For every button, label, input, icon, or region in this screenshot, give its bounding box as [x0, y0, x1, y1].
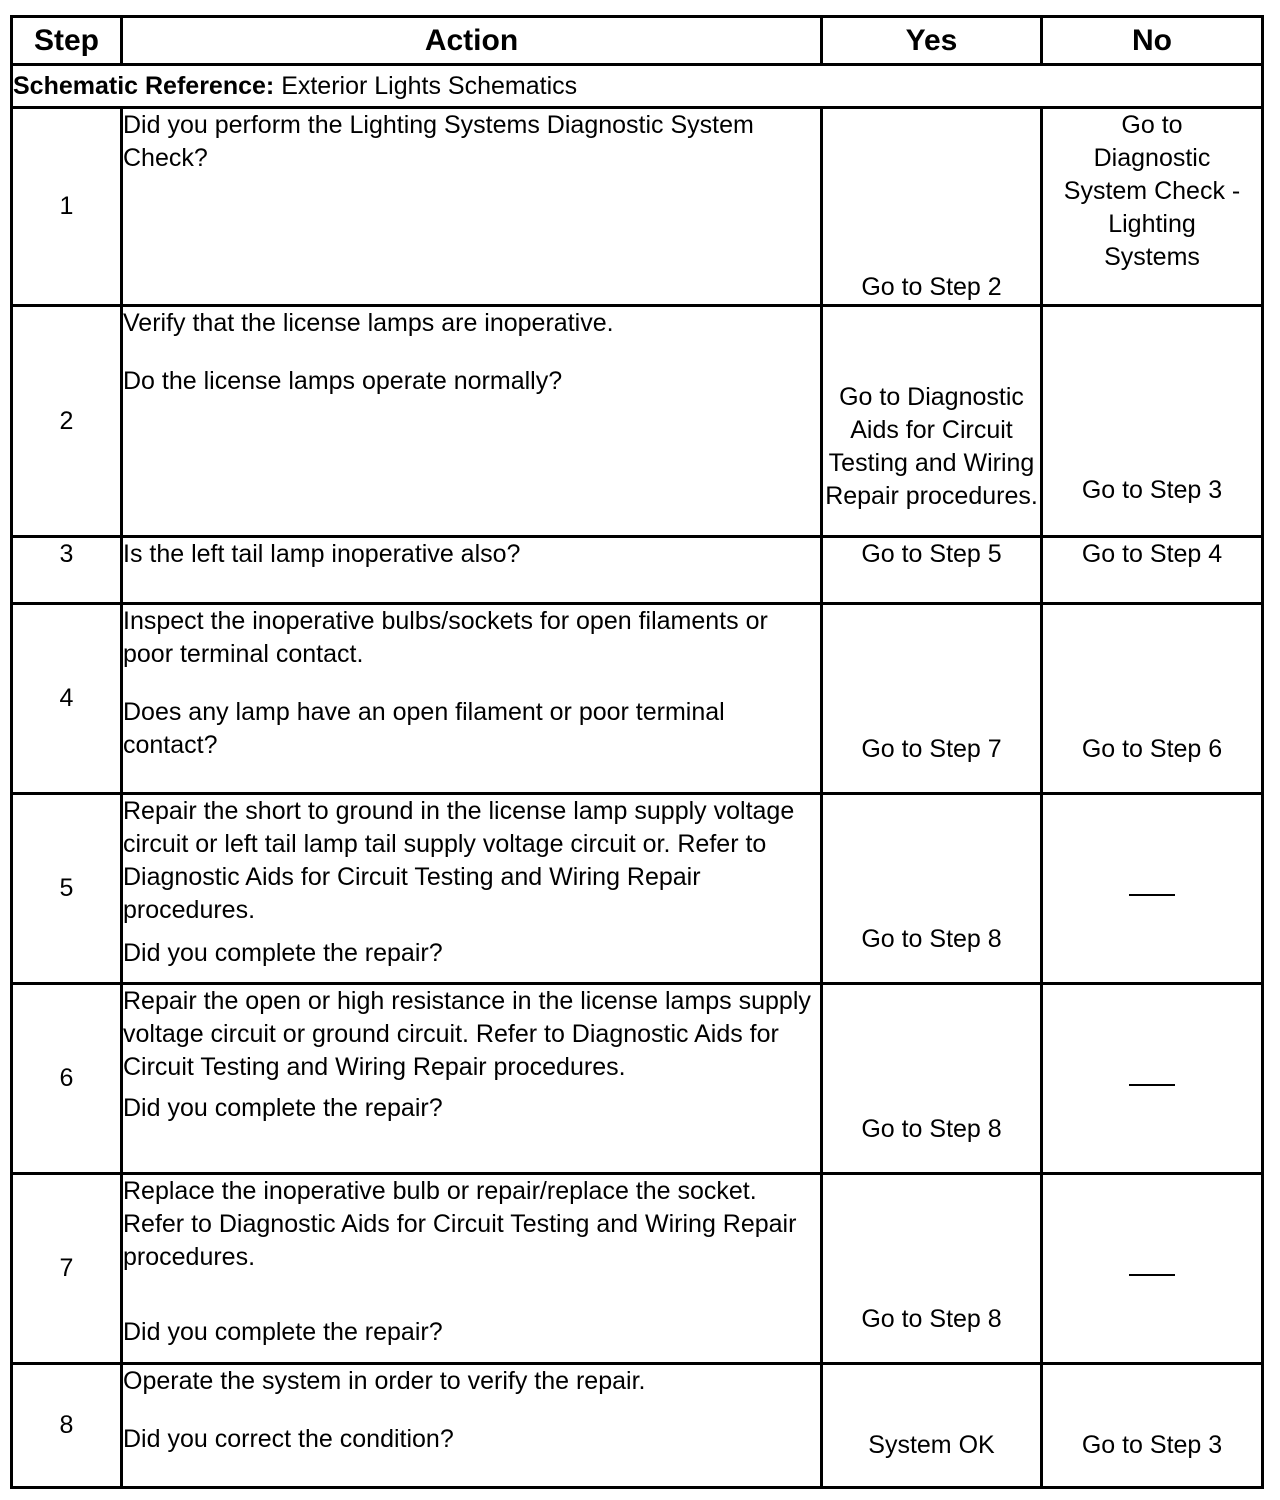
action-question: Did you complete the repair?: [123, 1094, 443, 1122]
table-row: [12, 794, 1263, 984]
action-text: Operate the system in order to verify the repair.: [123, 1367, 646, 1395]
action-cell: [122, 604, 822, 794]
action-cell: [122, 537, 822, 604]
no-action-dash: [1129, 894, 1175, 896]
yes-cell: Go to Step 5: [822, 537, 1042, 604]
action-question: Did you correct the condition?: [123, 1425, 454, 1453]
action-text: Repair the open or high resistance in the license lamps supply voltage circuit or ground circuit. Refer to Diagnostic Aids for Circuit Testing and Wiring Repair procedures.: [123, 987, 811, 1081]
yes-cell: Go to Diagnostic Aids for Circuit Testing and Wiring Repair procedures.: [822, 306, 1042, 537]
table-row: [12, 984, 1263, 1174]
yes-cell: Go to Step 8: [822, 794, 1042, 984]
table-row: [12, 1364, 1263, 1488]
action-question: Did you complete the repair?: [123, 1318, 443, 1346]
yes-cell: System OK: [822, 1364, 1042, 1488]
header-row: [12, 17, 1263, 65]
step-number: 4: [12, 604, 122, 794]
action-text: Replace the inoperative bulb or repair/replace the socket. Refer to Diagnostic Aids for Circuit Testing and Wiring Repair procedures.: [123, 1177, 797, 1271]
action-cell: [122, 794, 822, 984]
yes-cell: Go to Step 7: [822, 604, 1042, 794]
step-number: 2: [12, 306, 122, 537]
no-action-dash: [1129, 1084, 1175, 1086]
action-text: Repair the short to ground in the license lamp supply voltage circuit or left tail lamp tail supply voltage circuit or. Refer to Diagnostic Aids for Circuit Testing and Wiring Repair procedures.: [123, 797, 795, 924]
step-number: 8: [12, 1364, 122, 1488]
action-cell: [122, 984, 822, 1174]
table-row: [12, 108, 1263, 306]
no-cell: [1042, 984, 1263, 1174]
no-cell: Go to Step 3: [1042, 306, 1263, 537]
yes-cell: Go to Step 2: [822, 108, 1042, 306]
action-text: Verify that the license lamps are inoperative.: [123, 309, 614, 337]
action-cell: [122, 1364, 822, 1488]
step-number: 6: [12, 984, 122, 1174]
schematic-reference: [12, 65, 1263, 108]
step-number: 1: [12, 108, 122, 306]
action-cell: [122, 108, 822, 306]
step-number: 5: [12, 794, 122, 984]
action-question: Did you complete the repair?: [123, 939, 443, 967]
no-cell: Go to Diagnostic System Check - Lighting Systems: [1042, 108, 1263, 306]
header-no: No: [1042, 17, 1263, 65]
table-row: [12, 306, 1263, 537]
action-text: Did you perform the Lighting Systems Diagnostic System Check?: [123, 111, 754, 172]
action-question: Do the license lamps operate normally?: [123, 367, 563, 395]
action-cell: [122, 1174, 822, 1364]
table-row: [12, 537, 1263, 604]
no-action-dash: [1129, 1274, 1175, 1276]
no-cell: Go to Step 4: [1042, 537, 1263, 604]
diagnostic-table: [10, 15, 1264, 1489]
schematic-reference-row: [12, 65, 1263, 108]
header-action: Action: [122, 17, 822, 65]
no-cell: Go to Step 6: [1042, 604, 1263, 794]
action-cell: [122, 306, 822, 537]
yes-cell: Go to Step 8: [822, 984, 1042, 1174]
header-step: Step: [12, 17, 122, 65]
no-cell: [1042, 1174, 1263, 1364]
action-text: Inspect the inoperative bulbs/sockets for open filaments or poor terminal contact.: [123, 607, 768, 668]
no-cell: Go to Step 3: [1042, 1364, 1263, 1488]
action-text: Is the left tail lamp inoperative also?: [123, 540, 521, 568]
schematic-reference-value: Exterior Lights Schematics: [281, 71, 578, 100]
step-number: 3: [12, 537, 122, 604]
step-number: 7: [12, 1174, 122, 1364]
schematic-reference-label: Schematic Reference:: [13, 71, 275, 100]
table-row: [12, 604, 1263, 794]
table-row: [12, 1174, 1263, 1364]
no-cell: [1042, 794, 1263, 984]
yes-cell: Go to Step 8: [822, 1174, 1042, 1364]
action-question: Does any lamp have an open filament or poor terminal contact?: [123, 698, 725, 759]
header-yes: Yes: [822, 17, 1042, 65]
